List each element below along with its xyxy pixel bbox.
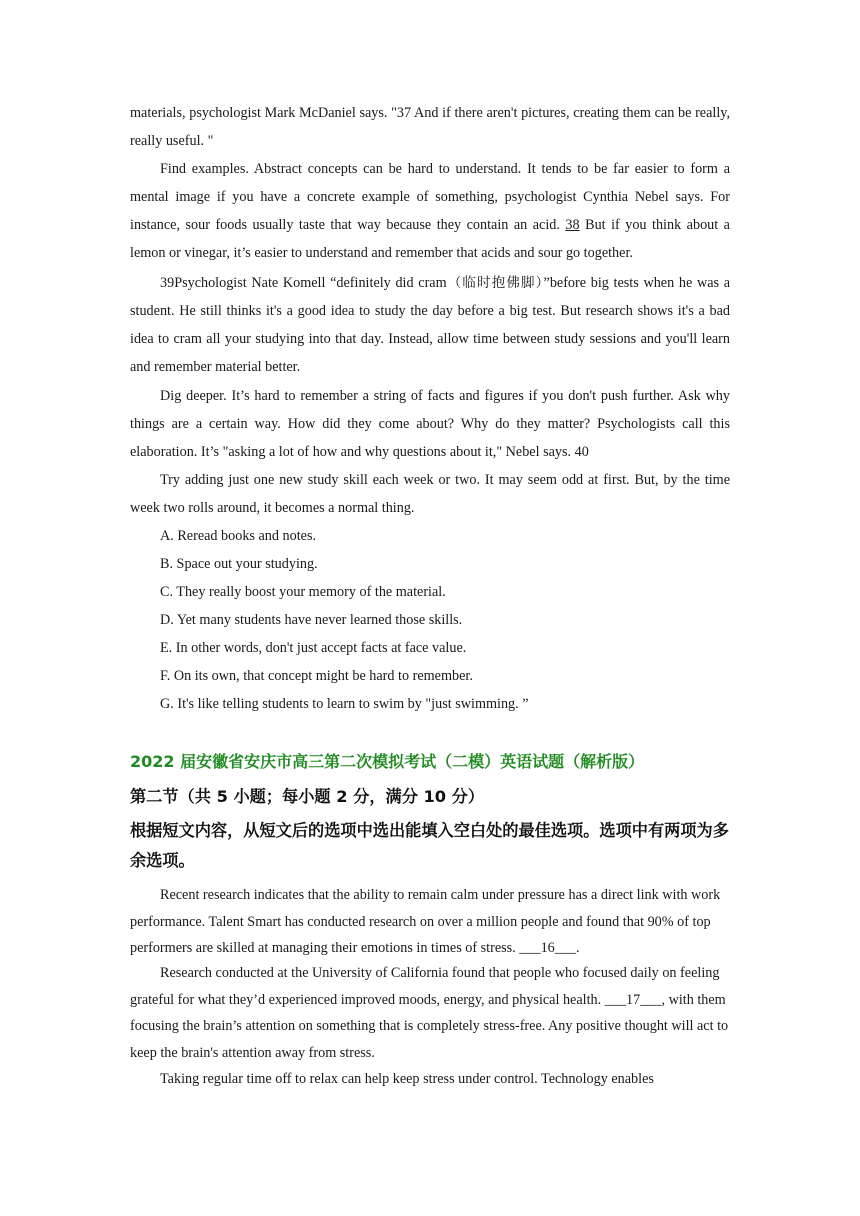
paragraph-text: .: [576, 940, 580, 956]
paragraph-dig-deeper: Dig deeper. It’s hard to remember a string of facts and figures if you don't push further. Ask why things are a certain way. How did they come about? Why do they matter? Psychologists call this elaboration. It’s "asking a lot of how and why questions about it," Nebel says. 40: [130, 388, 730, 460]
paragraph-text: Recent research indicates that the ability to remain calm under pressure has a direct link with work performance. Talent Smart has conducted research on over a million people and found that 90% of top performers are skilled at managing their emotions in times of stress.: [130, 887, 721, 956]
paragraph-text: ”before big tests when he was a student. He still thinks it's a good idea to study the day before a big test. But research shows it's a bad idea to cram all your studying into that day. Instead, allow time between study sessions and you'll learn and remember material better.: [130, 275, 730, 375]
section-heading: 第二节（共 5 小题；每小题 2 分，满分 10 分）: [130, 787, 485, 806]
option-d: D. Yet many students have never learned those skills.: [160, 612, 463, 628]
paragraph-research-calm: [130, 882, 730, 962]
blank-38: 38: [565, 217, 580, 233]
option-a: A. Reread books and notes.: [160, 528, 317, 544]
paragraph-text: Research conducted at the University of California found that people who focused daily on feeling grateful for what they’d experienced improved moods, energy, and physical health.: [130, 965, 720, 1008]
option-c: C. They really boost your memory of the material.: [160, 584, 446, 600]
instruction-text: 根据短文内容，从短文后的选项中选出能填入空白处的最佳选项。选项中有两项为多余选项。: [130, 821, 729, 870]
paragraph-text: But if you think about a lemon or vinegar, it’s easier to understand and remember that acids and sour go together.: [130, 217, 730, 261]
paragraph-research-california: [130, 960, 730, 1066]
paragraph-text: , with them focusing the brain’s attention on something that is completely stress-free. Any positive thought will act to keep the brain's attention away from stress.: [130, 991, 729, 1061]
blank-17: ___17___: [604, 991, 662, 1008]
paragraph-text: Find examples. Abstract concepts can be hard to understand. It tends to be far easier to form a mental image if you have a concrete example of something, psychologist Cynthia Nebel says. For instance, sour foods usually taste that way because they contain an acid.: [130, 161, 730, 233]
paragraph-cram: [130, 269, 730, 381]
option-g: G. It's like telling students to learn to swim by "just swimming. ”: [160, 696, 529, 712]
option-b: B. Space out your studying.: [160, 556, 318, 572]
paragraph-time-off: Taking regular time off to relax can help keep stress under control. Technology enables: [160, 1071, 654, 1087]
blank-16: ___16___: [519, 940, 577, 956]
paragraph-find-examples: [130, 155, 730, 267]
paragraph-mcdaniel: materials, psychologist Mark McDaniel says. "37 And if there aren't pictures, creating them can be really, really useful. ": [130, 105, 730, 149]
option-f: F. On its own, that concept might be hard to remember.: [160, 668, 473, 684]
paragraph-text: 39Psychologist Nate Komell “definitely did cram: [160, 275, 447, 291]
exam-title: 2022 届安徽省安庆市高三第二次模拟考试（二模）英语试题（解析版）: [130, 752, 645, 771]
chinese-gloss: （临时抱佛脚）: [446, 275, 544, 291]
paragraph-try-adding: Try adding just one new study skill each week or two. It may seem odd at first. But, by the time week two rolls around, it becomes a normal thing.: [130, 472, 730, 516]
option-e: E. In other words, don't just accept facts at face value.: [160, 640, 467, 656]
